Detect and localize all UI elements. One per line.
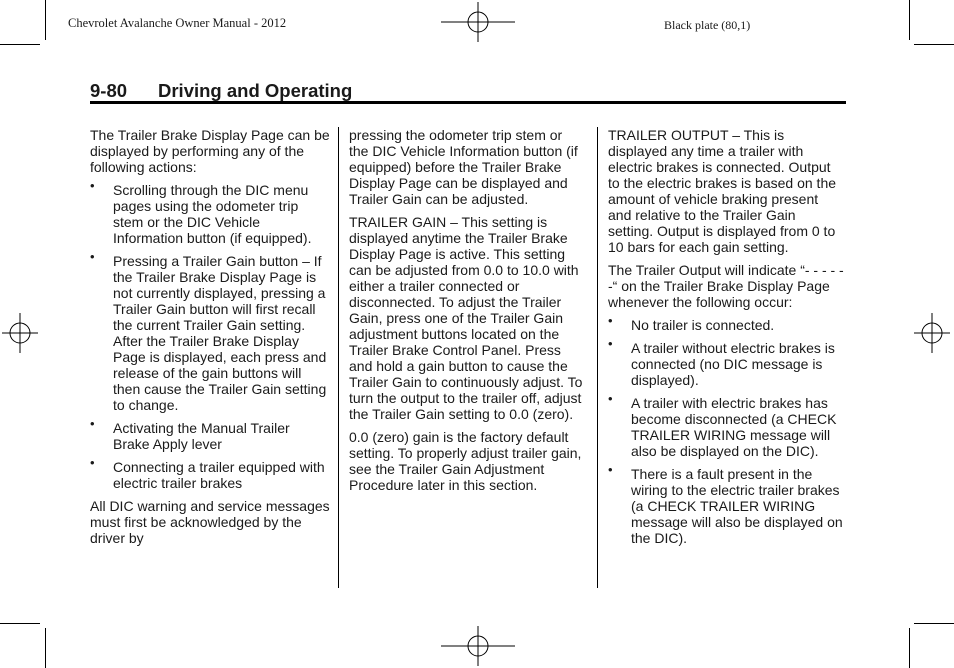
bullet-icon: • — [608, 313, 613, 328]
list-item — [90, 178, 330, 246]
actions-list — [90, 178, 330, 491]
section-title: Driving and Operating — [158, 80, 353, 101]
list-item — [608, 391, 844, 459]
bullet-icon: • — [90, 249, 95, 264]
column-separator — [597, 127, 598, 588]
conditions-list — [608, 313, 844, 546]
column-2 — [349, 127, 583, 500]
list-item — [90, 455, 330, 491]
heading-rule — [90, 101, 846, 104]
crop-mark — [0, 623, 40, 624]
paragraph: 0.0 (zero) gain is the factory default setting. To properly adjust trailer gain, see the Trailer Gain Adjustment Procedure later in this section. — [349, 429, 582, 493]
registration-mark-bottom — [441, 626, 515, 666]
trailer-gain-paragraph: TRAILER GAIN – This setting is displayed anytime the Trailer Brake Display Page is active. This setting can be adjusted from 0.0 to 10.0 with either a trailer connected or disconnected. To adjust the Trailer Gain, press one of the Trailer Gain adjustment buttons located on the Trailer Brake Control Panel. Press and hold a gain button to cause the Trailer Gain to continuously adjust. To turn the output to the trailer off, adjust the Trailer Gain setting to 0.0 (zero). — [349, 214, 583, 422]
plate-label: Black plate (80,1) — [664, 18, 751, 32]
crop-mark — [909, 628, 910, 668]
paragraph: pressing the odometer trip stem or the DIC Vehicle Information button (if equipped) before the Trailer Brake Display Page can be displayed and Trailer Gain can be adjusted. — [349, 127, 578, 207]
bullet-icon: • — [608, 391, 613, 406]
section-heading — [90, 80, 352, 102]
crop-mark — [45, 0, 46, 40]
crop-mark — [914, 44, 954, 45]
registration-mark-top — [441, 2, 515, 42]
list-item — [90, 416, 330, 452]
list-item-text: There is a fault present in the wiring to the electric trailer brakes (a CHECK TRAILER WIRING message will also be displayed on the DIC). — [631, 466, 843, 546]
column-1 — [90, 127, 330, 553]
list-item-text: Pressing a Trailer Gain button – If the Trailer Brake Display Page is not currently displayed, pressing a Trailer Gain button will first recall the current Trailer Gain setting. After the Trailer Brake Display Page is displayed, each press and release of the gain buttons will then cause the Trailer Gain setting to change. — [113, 253, 327, 413]
paragraph: The Trailer Output will indicate “- - - - - -“ on the Trailer Brake Display Page whenever the following occur: — [608, 262, 844, 310]
list-item — [90, 249, 330, 413]
crop-mark — [909, 0, 910, 40]
registration-mark-right — [914, 313, 950, 353]
trailer-output-paragraph: TRAILER OUTPUT – This is displayed any time a trailer with electric brakes is connected. Output to the electric brakes is based on the amount of vehicle braking present and relative to the Trailer Gain setting. Output is displayed from 0 to 10 bars for each gain setting. — [608, 127, 837, 255]
bullet-icon: • — [90, 416, 95, 431]
column-separator — [338, 127, 339, 588]
intro-paragraph: The Trailer Brake Display Page can be displayed by performing any of the following actions: — [90, 127, 330, 175]
list-item-text: No trailer is connected. — [631, 317, 775, 333]
list-item-text: A trailer with electric brakes has become disconnected (a CHECK TRAILER WIRING message will also be displayed on the DIC). — [631, 395, 837, 459]
page-number: 9-80 — [90, 80, 128, 101]
crop-mark — [914, 623, 954, 624]
list-item — [608, 313, 844, 333]
bullet-icon: • — [90, 455, 95, 470]
closing-paragraph: All DIC warning and service messages must first be acknowledged by the driver by — [90, 498, 330, 546]
bullet-icon: • — [608, 462, 613, 477]
registration-mark-left — [2, 313, 38, 353]
list-item-text: Connecting a trailer equipped with electric trailer brakes — [113, 459, 325, 491]
list-item — [608, 336, 844, 388]
crop-mark — [45, 628, 46, 668]
column-3 — [608, 127, 844, 553]
bullet-icon: • — [90, 178, 95, 193]
list-item-text: Scrolling through the DIC menu pages using the odometer trip stem or the DIC Vehicle Information button (if equipped). — [113, 182, 312, 246]
list-item — [608, 462, 844, 546]
manual-title: Chevrolet Avalanche Owner Manual - 2012 — [68, 16, 287, 30]
list-item-text: Activating the Manual Trailer Brake Apply lever — [113, 420, 290, 452]
list-item-text: A trailer without electric brakes is connected (no DIC message is displayed). — [631, 340, 835, 388]
bullet-icon: • — [608, 336, 613, 351]
crop-mark — [0, 44, 40, 45]
